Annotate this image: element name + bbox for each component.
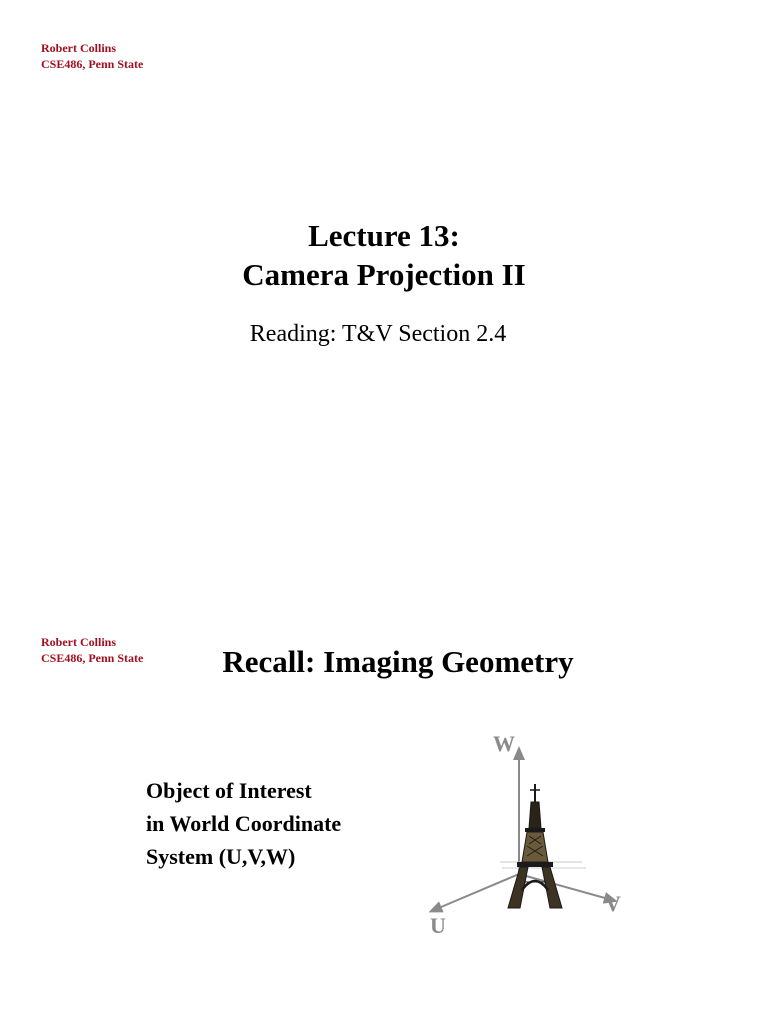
slide-imaging-geometry <box>0 512 768 1024</box>
v-axis-label: V <box>605 891 621 916</box>
eiffel-tower-icon <box>508 784 562 908</box>
description-line: in World Coordinate <box>146 811 342 836</box>
v-axis-line <box>519 874 612 900</box>
author-name: Robert Collins <box>41 41 116 55</box>
lecture-title <box>0 216 768 294</box>
author-affiliation: CSE486, Penn State <box>41 57 144 71</box>
slide-title: Recall: Imaging Geometry <box>222 644 574 679</box>
w-axis-label: W <box>493 731 515 756</box>
reading-assignment: Reading: T&V Section 2.4 <box>249 321 507 347</box>
author-affiliation: CSE486, Penn State <box>41 651 144 665</box>
description-line: System (U,V,W) <box>146 844 296 869</box>
u-axis-line <box>434 874 519 910</box>
description-line: Object of Interest <box>146 778 312 803</box>
lecture-number: Lecture 13: <box>308 218 460 253</box>
lecture-topic: Camera Projection II <box>242 257 526 292</box>
u-axis-label: U <box>430 913 446 938</box>
world-axes-diagram <box>420 732 640 952</box>
author-name: Robert Collins <box>41 635 116 649</box>
object-description <box>146 774 341 873</box>
author-header <box>41 40 143 72</box>
world-coordinate-figure <box>420 732 640 952</box>
